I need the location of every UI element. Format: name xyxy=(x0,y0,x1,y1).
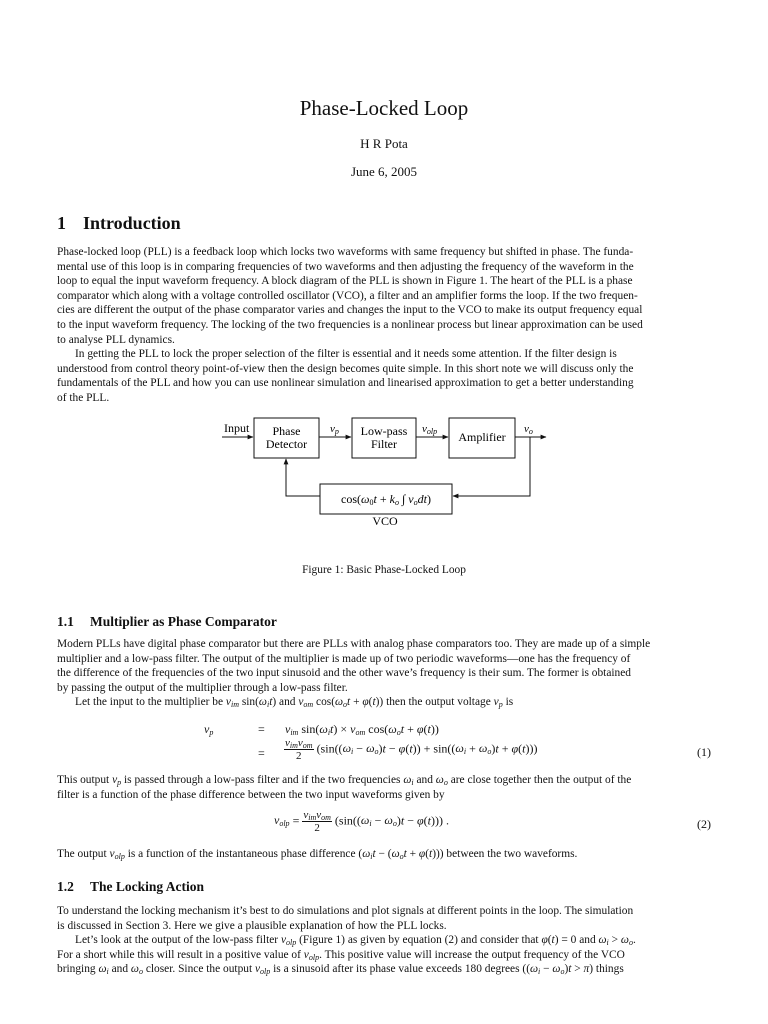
equation-1-rhs-1: $v_{im}$ $\sin(\omega_it) \times v_{om}$ $\cos(\omega_ot + \varphi(t))$ xyxy=(285,722,439,737)
text-fragment: bringing xyxy=(57,963,96,976)
text-line: cies are different the output of the phase comparator varies and changes the input to the VCO to make its output frequency equal xyxy=(57,304,643,317)
feedback-arrow-to-vco xyxy=(453,437,530,496)
text-fragment: closer. Since the output xyxy=(145,963,253,976)
intro-paragraph-1 xyxy=(57,245,713,347)
text-fragment: and xyxy=(579,934,596,947)
pll-block-diagram xyxy=(0,410,768,560)
text-fragment: is passed through a low-pass filter and if the two frequencies xyxy=(124,774,401,786)
text-line: to analyse PLL dynamics. xyxy=(57,333,175,346)
subsection-number: 1.2 xyxy=(57,879,74,894)
multiplier-paragraph-1 xyxy=(57,637,713,710)
vco-label: VCO xyxy=(372,514,398,528)
figure-1-caption: Figure 1: Basic Phase-Locked Loop xyxy=(302,564,466,576)
text-fragment: and xyxy=(416,774,433,786)
lowpass-label-line1: Low-pass xyxy=(360,424,408,438)
text-line: Let the input to the multiplier be $v_{im}$ $\sin(\omega_it)$ and $v_{om}$ $\cos(\omega_ot + \varphi(t))$ then the output voltage $v_p$ is xyxy=(75,696,514,710)
text-line: To understand the locking mechanism it’s best to do simulations and plot signals at different points in the loop. The simulation xyxy=(57,905,634,917)
intro-paragraph-2 xyxy=(57,347,713,405)
equation-2-number: (2) xyxy=(697,817,711,831)
text-line: bringing $\omega_i$ and $\omega_o$ closer. Since the output $v_{olp}$ is a sinusoid after its phase value exceeds 180 degrees $((\omega_i - \omega_o)t > \pi)$ things xyxy=(57,963,624,977)
date: June 6, 2005 xyxy=(350,164,418,179)
text-fragment: things xyxy=(595,963,624,976)
feedback-arrow-to-detector xyxy=(286,459,320,496)
text-line: Modern PLLs have digital phase comparator but there are PLLs with analog phase comparators too. They are made up of a simple xyxy=(57,638,651,650)
equation-1-line-1: $v_p$ xyxy=(204,722,214,737)
input-label: Input xyxy=(224,421,250,435)
subsection-number: 1.1 xyxy=(57,614,74,629)
volp-signal-label: volp xyxy=(422,423,438,436)
text-fragment: is a sinusoid after its phase value exceeds 180 degrees xyxy=(273,963,520,976)
text-fragment: then the output voltage xyxy=(386,696,491,709)
text-line: the difference of the frequencies of the two input sinusoid and the other wave’s frequency is their sum. The former is obtained xyxy=(57,667,631,680)
text-line: comparator which along with a voltage controlled oscillator (VCO), a filter and an amplifier forms the loop. If the two frequen- xyxy=(57,289,638,302)
equation-1-eq-sign-2: = xyxy=(258,746,265,760)
section-title: Introduction xyxy=(83,213,181,233)
text-fragment: This output xyxy=(57,774,110,786)
text-line: multiplier and a low-pass filter. The output of the multiplier is made up of two periodic waveforms—one has the frequency of xyxy=(57,652,631,665)
text-line: to the input waveform frequency. The locking of the two frequencies is a nonlinear process but linear approximation can be used xyxy=(57,318,643,331)
text-fragment: The output xyxy=(57,848,107,860)
text-fragment: is a function of the instantaneous phase difference xyxy=(127,848,356,860)
text-line: loop to equal the input waveform frequency. A block diagram of the PLL is shown in Figure 1. The heart of the PLL is a phase xyxy=(57,275,633,288)
text-line: The output $v_{olp}$ is a function of the instantaneous phase difference $(\omega_it - (\omega_ot + \varphi(t)))$ between the two waveforms. xyxy=(57,848,578,861)
paper-title: Phase-Locked Loop xyxy=(299,96,469,120)
text-line: understood from control theory point-of-view then the design becomes quite simple. In this short note we will discuss only the xyxy=(57,362,634,375)
text-fragment: (Figure 1) as given by equation (2) and consider that xyxy=(299,934,539,947)
amplifier-label: Amplifier xyxy=(458,430,506,444)
fraction: $\frac{v_{im}v_{om}}{2}$ xyxy=(303,809,331,834)
vco-expression: cos(ω0t + ko ∫ vodt) xyxy=(341,492,431,507)
text-fragment: and xyxy=(111,963,129,976)
locking-paragraph xyxy=(57,904,713,977)
text-line: filter is a function of the phase difference between the two input waveforms given by xyxy=(57,788,445,801)
text-line: is discussed in Section 3. Here we give a plausible explanation of how the PLL locks. xyxy=(57,919,447,932)
equation-2: $v_{olp}$ = $\frac{v_{im}v_{om}}{2}$ $(\sin((\omega_i - \omega_o)t - \varphi(t)))$ . xyxy=(274,809,449,834)
text-line: This output $v_p$ is passed through a low-pass filter and if the two frequencies $\omega_i$ and $\omega_o$ are close together then the output of the xyxy=(57,774,632,787)
text-line: For a short while this will result in a positive value of $v_{olp}$. This positive value will increase the output frequency of the VCO xyxy=(57,948,625,962)
subsection-title: The Locking Action xyxy=(90,879,205,894)
text-line: Let’s look at the output of the low-pass filter $v_{olp}$ (Figure 1) as given by equation (2) and consider that φ(t) = 0 and $\omega_i > \omega_o$. xyxy=(75,934,636,948)
vp-signal-label: vp xyxy=(330,423,339,436)
multiplier-paragraph-4 xyxy=(57,847,713,862)
section-heading-locking-action xyxy=(57,879,204,895)
text-fragment: between the two waveforms. xyxy=(446,848,578,860)
equation-1-eq-sign-1: = xyxy=(258,722,265,736)
phase-detector-label-line1: Phase xyxy=(272,424,301,438)
fraction: $\frac{v_{im}v_{om}}{2}$ xyxy=(285,737,313,762)
section-heading-multiplier xyxy=(57,614,277,630)
subsection-title: Multiplier as Phase Comparator xyxy=(90,614,277,629)
text-fragment: Let the input to the multiplier be xyxy=(75,696,224,709)
text-line: of the PLL. xyxy=(57,391,110,404)
section-heading-introduction xyxy=(57,213,181,234)
text-line: Phase-locked loop (PLL) is a feedback loop which locks two waveforms with same frequency but shifted in phase. The funda- xyxy=(57,246,634,258)
lowpass-label-line2: Filter xyxy=(371,437,397,451)
text-fragment: and xyxy=(279,696,296,709)
text-fragment: are close together then the output of the xyxy=(450,774,632,786)
text-line: In getting the PLL to lock the proper selection of the filter is essential and it needs some attention. If the filter design is xyxy=(75,348,617,360)
text-fragment: is xyxy=(505,696,514,709)
text-fragment: Let’s look at the output of the low-pass filter xyxy=(75,934,279,947)
phase-detector-label-line2: Detector xyxy=(265,437,308,451)
text-line: mental use of this loop is in comparing frequencies of two waveforms and then adjusting the frequency of the waveform in the xyxy=(57,260,634,273)
author: H R Pota xyxy=(360,136,408,151)
text-line: fundamentals of the PLL and how you can use nonlinear simulation and linearised approximation to get a better understanding xyxy=(57,377,634,390)
equation-1-rhs-2: $\frac{v_{im}v_{om}}{2}$ $(\sin((\omega_i - \omega_o)t - \varphi(t)) + \sin((\omega_i + \omega_o)t + \varphi(t)))$ xyxy=(285,737,538,762)
section-number: 1 xyxy=(57,213,66,233)
multiplier-paragraph-3 xyxy=(57,773,713,802)
equation-1-number: (1) xyxy=(697,745,711,759)
vo-signal-label: vo xyxy=(524,423,533,436)
text-fragment: . This positive value will increase the output frequency of the VCO xyxy=(319,948,625,961)
text-line: by passing the output of the multiplier through a low-pass filter. xyxy=(57,681,348,694)
text-fragment: For a short while this will result in a positive value of xyxy=(57,948,301,961)
